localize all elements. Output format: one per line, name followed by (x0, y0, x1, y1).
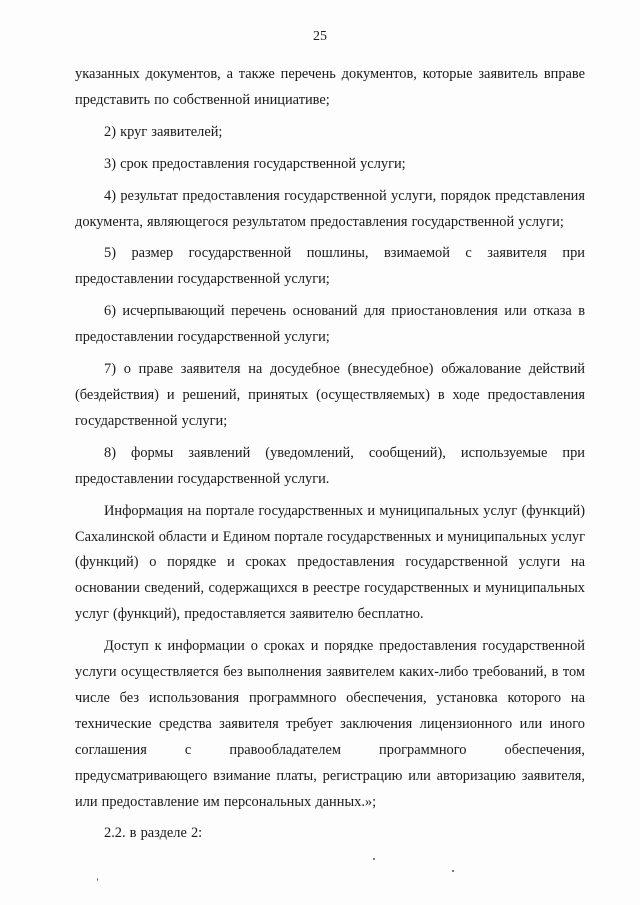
list-item-applicants: 2) круг заявителей; (104, 123, 223, 140)
paragraph-access: Доступ к информации о сроках и порядке предоставления государственной услуги осуществляется без выполнения заявителем каких-либо требований, в том числе без использования программного обеспечения, установка которого на технические средства заявителя требует заключения лицензионного или иного соглашения с правообладателем программного обеспечения, предусматривающего взимание платы, регистрацию или авторизацию заявителя, или предоставление им персональных данных.»; (75, 638, 585, 810)
list-item-appeal: 7) о праве заявителя на досудебное (внесудебное) обжалование действий (бездействия) и решений, принятых (осуществляемых) в ходе предоставления государственной услуги; (75, 361, 585, 429)
scan-speck (452, 870, 454, 872)
paragraph-continuation: указанных документов, а также перечень документов, которые заявитель вправе представить по собственной инициативе; (75, 66, 585, 108)
list-item-grounds: 6) исчерпывающий перечень оснований для приостановления или отказа в предоставлении государственной услуги; (75, 303, 585, 346)
scan-speck (373, 858, 375, 860)
list-item-result: 4) результат предоставления государственной услуги, порядок представления документа, являющегося результатом предоставления государственной услуги; (75, 187, 585, 230)
list-item-fee: 5) размер государственной пошлины, взимаемой с заявителя при предоставлении государственной услуги; (75, 245, 585, 288)
page-number: 25 (313, 29, 327, 44)
document-body (75, 62, 585, 847)
section-heading-2-2: 2.2. в разделе 2: (104, 825, 203, 842)
scan-speck (97, 878, 98, 881)
list-item-term: 3) срок предоставления государственной услуги; (104, 155, 406, 172)
paragraph-portal-info: Информация на портале государственных и муниципальных услуг (функций) Сахалинской области и Едином портале государственных и муниципальных услуг (функций) о порядке и сроках предоставления государственной услуги на основании сведений, содержащихся в реестре государственных и муниципальных услуг (функций), предоставляется заявителю бесплатно. (75, 502, 585, 623)
list-item-forms: 8) формы заявлений (уведомлений, сообщений), используемые при предоставлении государственной услуги. (75, 444, 585, 487)
